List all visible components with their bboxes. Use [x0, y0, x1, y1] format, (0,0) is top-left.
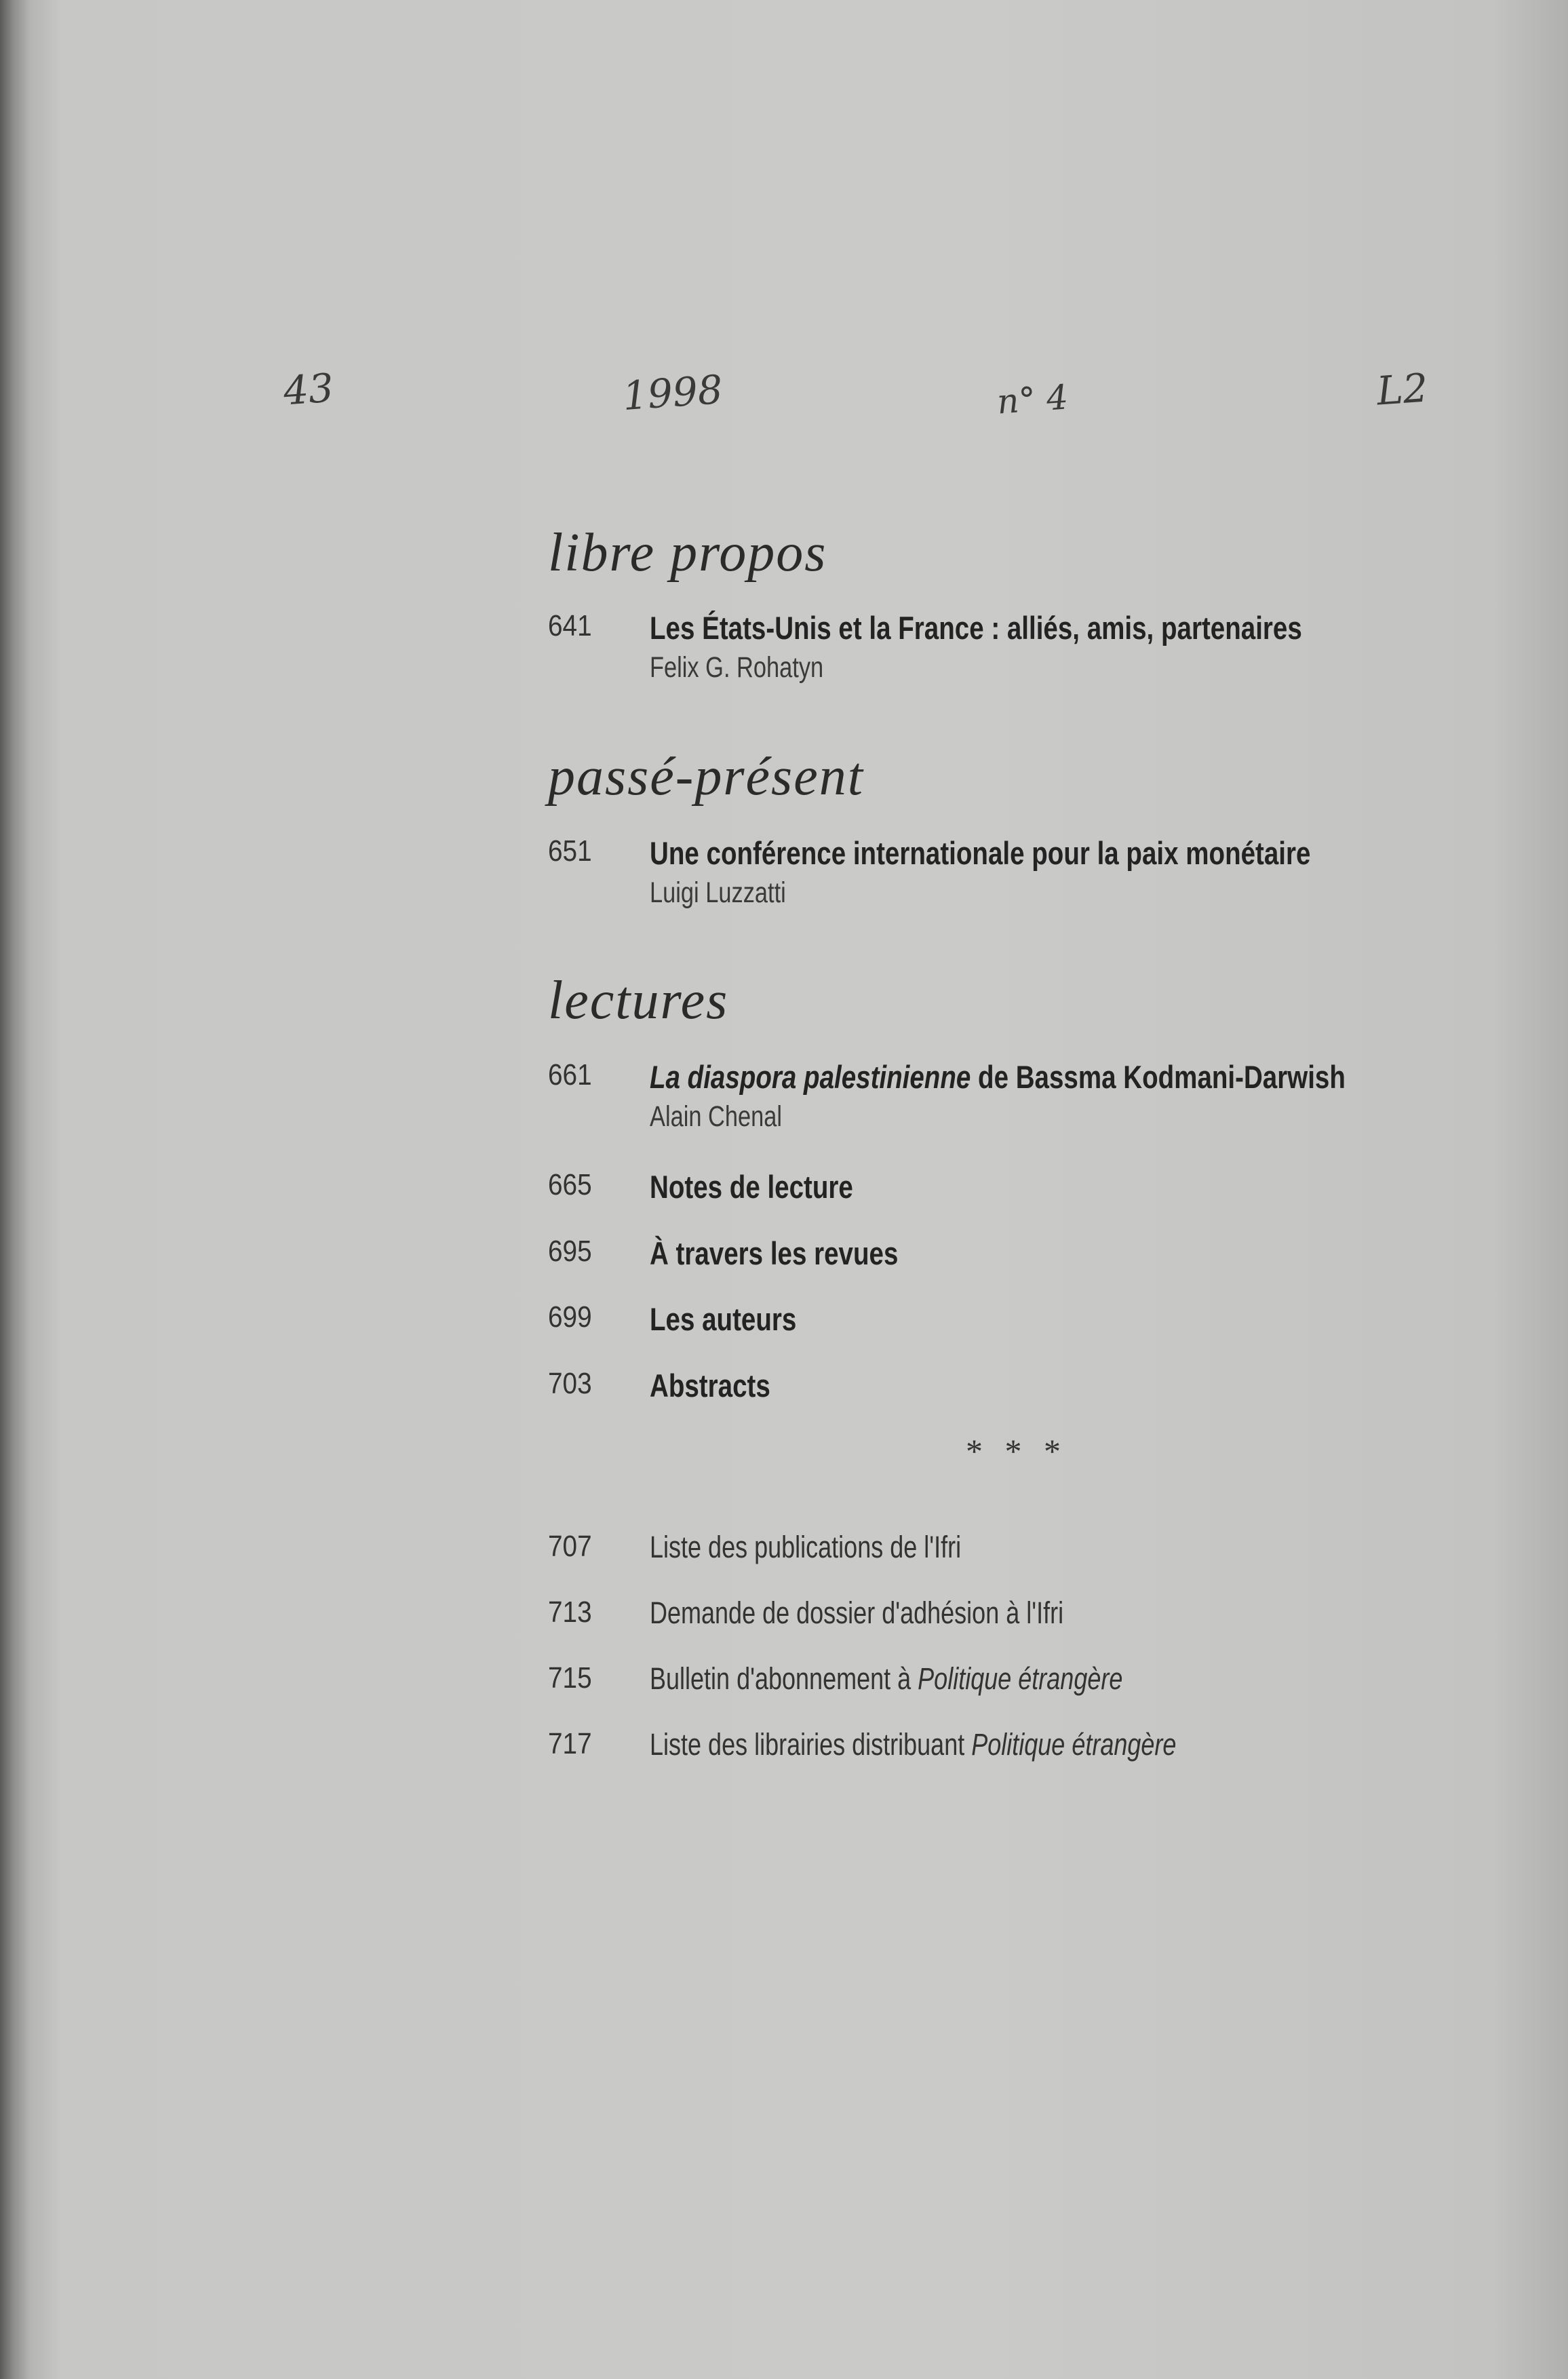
entry-author: Luigi Luzzatti — [650, 876, 786, 909]
handwritten-year: 1998 — [621, 366, 724, 420]
entry-title: Les auteurs — [650, 1301, 797, 1337]
entry-text-plain: Bulletin d'abonnement à — [650, 1661, 918, 1696]
page-number: 651 — [548, 834, 592, 868]
section-title-lectures: lectures — [548, 971, 729, 1030]
page-number: 707 — [548, 1530, 592, 1563]
entry-title: Abstracts — [650, 1368, 770, 1404]
entry-text-plain: Liste des librairies distribuant — [650, 1727, 972, 1762]
page-number: 703 — [548, 1367, 592, 1400]
page-number: 715 — [548, 1661, 592, 1695]
page-number: 699 — [548, 1300, 592, 1334]
entry-author: Felix G. Rohatyn — [650, 651, 824, 684]
entry-title: Notes de lecture — [650, 1169, 853, 1205]
page-number: 695 — [548, 1235, 592, 1268]
entry-title: Une conférence internationale pour la paix monétaire — [650, 835, 1311, 871]
entry-title — [650, 1058, 1346, 1096]
page-number: 641 — [548, 609, 592, 642]
entry-text — [650, 1661, 1122, 1697]
page-number: 661 — [548, 1058, 592, 1091]
section-separator: * * * — [966, 1432, 1067, 1470]
entry-title: Les États-Unis et la France : alliés, amis, partenaires — [650, 610, 1302, 646]
entry-author: Alain Chenal — [650, 1100, 783, 1133]
section-title-libre-propos: libre propos — [548, 523, 827, 583]
entry-text: Liste des publications de l'Ifri — [650, 1530, 962, 1564]
handwritten-issue: n° 4 — [996, 377, 1070, 422]
entry-text — [650, 1727, 1176, 1762]
entry-title: À travers les revues — [650, 1235, 899, 1271]
section-title-passe-present: passé-présent — [548, 747, 864, 807]
entry-text-italic: Politique étrangère — [918, 1661, 1123, 1696]
entry-title-rest: de Bassma Kodmani-Darwish — [971, 1059, 1346, 1095]
page-number: 713 — [548, 1595, 592, 1629]
entry-text-italic: Politique étrangère — [971, 1727, 1177, 1762]
page-number: 717 — [548, 1727, 592, 1760]
handwritten-code: L2 — [1375, 364, 1430, 414]
entry-text: Demande de dossier d'adhésion à l'Ifri — [650, 1595, 1064, 1630]
handwritten-volume: 43 — [281, 364, 336, 414]
entry-title-italic: La diaspora palestinienne — [650, 1059, 971, 1095]
page-number: 665 — [548, 1168, 592, 1201]
